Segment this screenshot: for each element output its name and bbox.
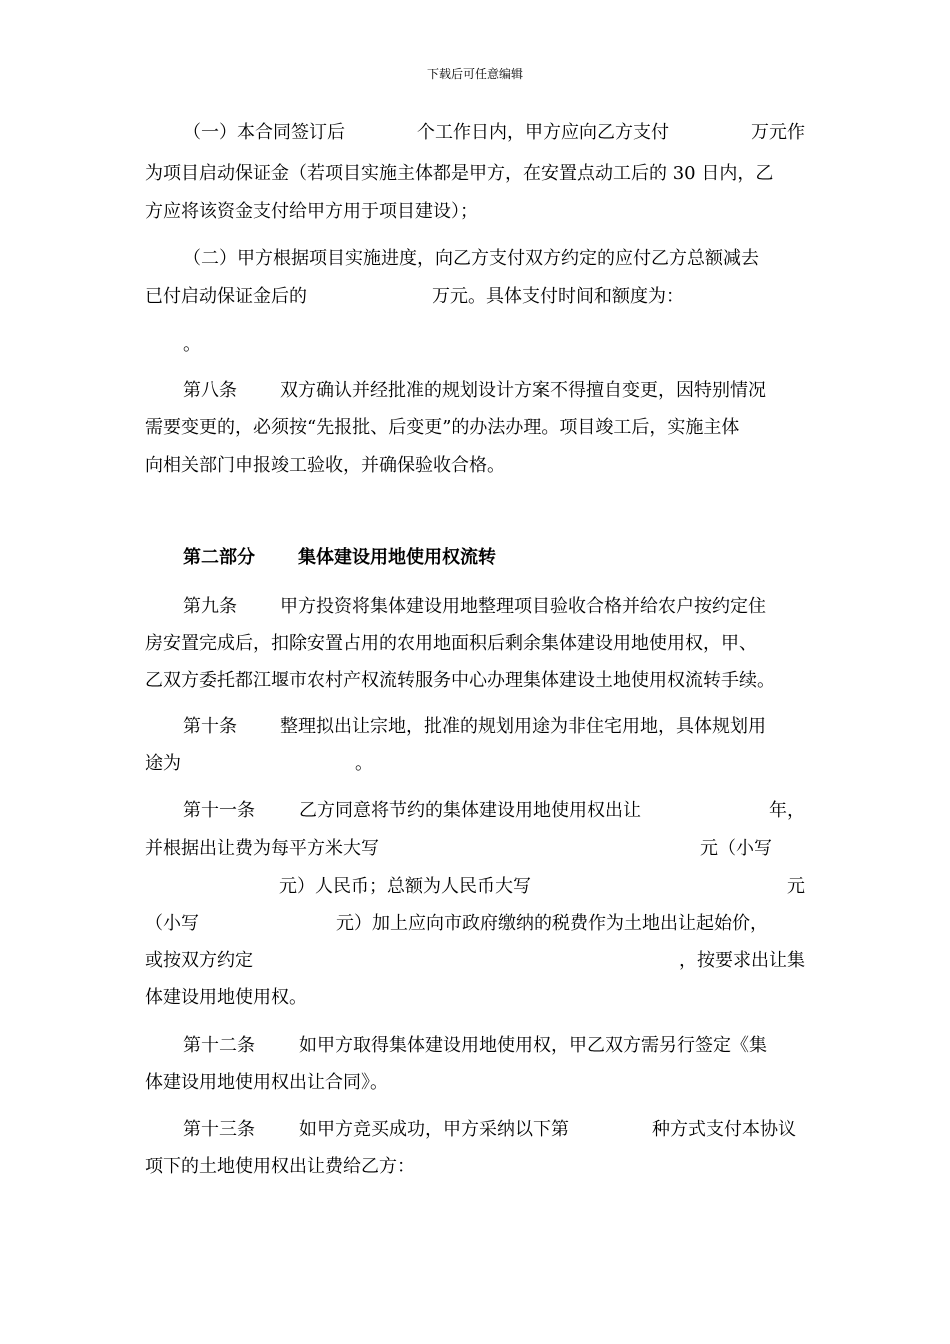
part2-number: 第二部分 bbox=[183, 547, 255, 568]
article8-line1: 双方确认并经批准的规划设计方案不得擅自变更，因特别情况 bbox=[280, 380, 766, 401]
article8-number: 第八条 bbox=[183, 380, 237, 401]
para1-line1-c: 万元作 bbox=[751, 122, 805, 143]
article11-line4-a: （小写 bbox=[145, 913, 199, 934]
article11-line3-a: 元）人民币；总额为人民币大写 bbox=[279, 876, 531, 897]
para2-line2-b: 万元。具体支付时间和额度为： bbox=[432, 286, 684, 307]
para2-line1: （二）甲方根据项目实施进度，向乙方支付双方约定的应付乙方总额减去 bbox=[183, 248, 759, 269]
article13-line2: 项下的土地使用权出让费给乙方： bbox=[145, 1156, 415, 1177]
article9-line2: 房安置完成后，扣除安置占用的农用地面积后剩余集体建设用地使用权，甲、 bbox=[145, 633, 757, 654]
para2-line2-a: 已付启动保证金后的 bbox=[145, 286, 307, 307]
para1-line1-b: 个工作日内，甲方应向乙方支付 bbox=[417, 122, 669, 143]
article11-line2-a: 并根据出让费为每平方米大写 bbox=[145, 838, 379, 859]
article12-line1: 如甲方取得集体建设用地使用权，甲乙双方需另行签定《集 bbox=[299, 1035, 767, 1056]
part2-title: 集体建设用地使用权流转 bbox=[298, 547, 496, 568]
article11-line1-a: 乙方同意将节约的集体建设用地使用权出让 bbox=[299, 800, 641, 821]
article10-line2-b: 。 bbox=[355, 753, 373, 774]
para2-line3: 。 bbox=[183, 334, 201, 355]
article11-line5-a: 或按双方约定 bbox=[145, 950, 253, 971]
article11-number: 第十一条 bbox=[183, 800, 255, 821]
article11-line2-b: 元（小写 bbox=[700, 838, 772, 859]
article12-line2: 体建设用地使用权出让合同》。 bbox=[145, 1072, 388, 1093]
article11-line6: 体建设用地使用权。 bbox=[145, 987, 307, 1008]
para1-line3: 方应将该资金支付给甲方用于项目建设）； bbox=[145, 201, 478, 222]
article11-line5-b: ，按要求出让集 bbox=[679, 950, 805, 971]
para1-line1-a: （一）本合同签订后 bbox=[183, 122, 345, 143]
article9-line3: 乙双方委托都江堰市农村产权流转服务中心办理集体建设土地使用权流转手续。 bbox=[145, 670, 775, 691]
article10-line2-a: 途为 bbox=[145, 753, 181, 774]
article11-line1-b: 年， bbox=[769, 800, 805, 821]
article10-number: 第十条 bbox=[183, 716, 237, 737]
article9-line1: 甲方投资将集体建设用地整理项目验收合格并给农户按约定住 bbox=[280, 596, 766, 617]
article8-line2: 需要变更的，必须按“先报批、后变更”的办法办理。项目竣工后，实施主体 bbox=[145, 417, 740, 438]
article12-number: 第十二条 bbox=[183, 1035, 255, 1056]
article8-line3: 向相关部门申报竣工验收，并确保验收合格。 bbox=[145, 455, 505, 476]
article11-line3-b: 元 bbox=[787, 876, 805, 897]
para1-line2: 为项目启动保证金（若项目实施主体都是甲方，在安置点动工后的 30 日内，乙 bbox=[145, 163, 774, 184]
article11-line4-b: 元）加上应向市政府缴纳的税费作为土地出让起始价， bbox=[336, 913, 768, 934]
article13-line1-b: 种方式支付本协议 bbox=[652, 1119, 796, 1140]
article10-line1: 整理拟出让宗地，批准的规划用途为非住宅用地，具体规划用 bbox=[280, 716, 766, 737]
article9-number: 第九条 bbox=[183, 596, 237, 617]
page-header-note: 下载后可任意编辑 bbox=[426, 67, 523, 81]
article13-line1-a: 如甲方竞买成功，甲方采纳以下第 bbox=[299, 1119, 569, 1140]
article13-number: 第十三条 bbox=[183, 1119, 255, 1140]
